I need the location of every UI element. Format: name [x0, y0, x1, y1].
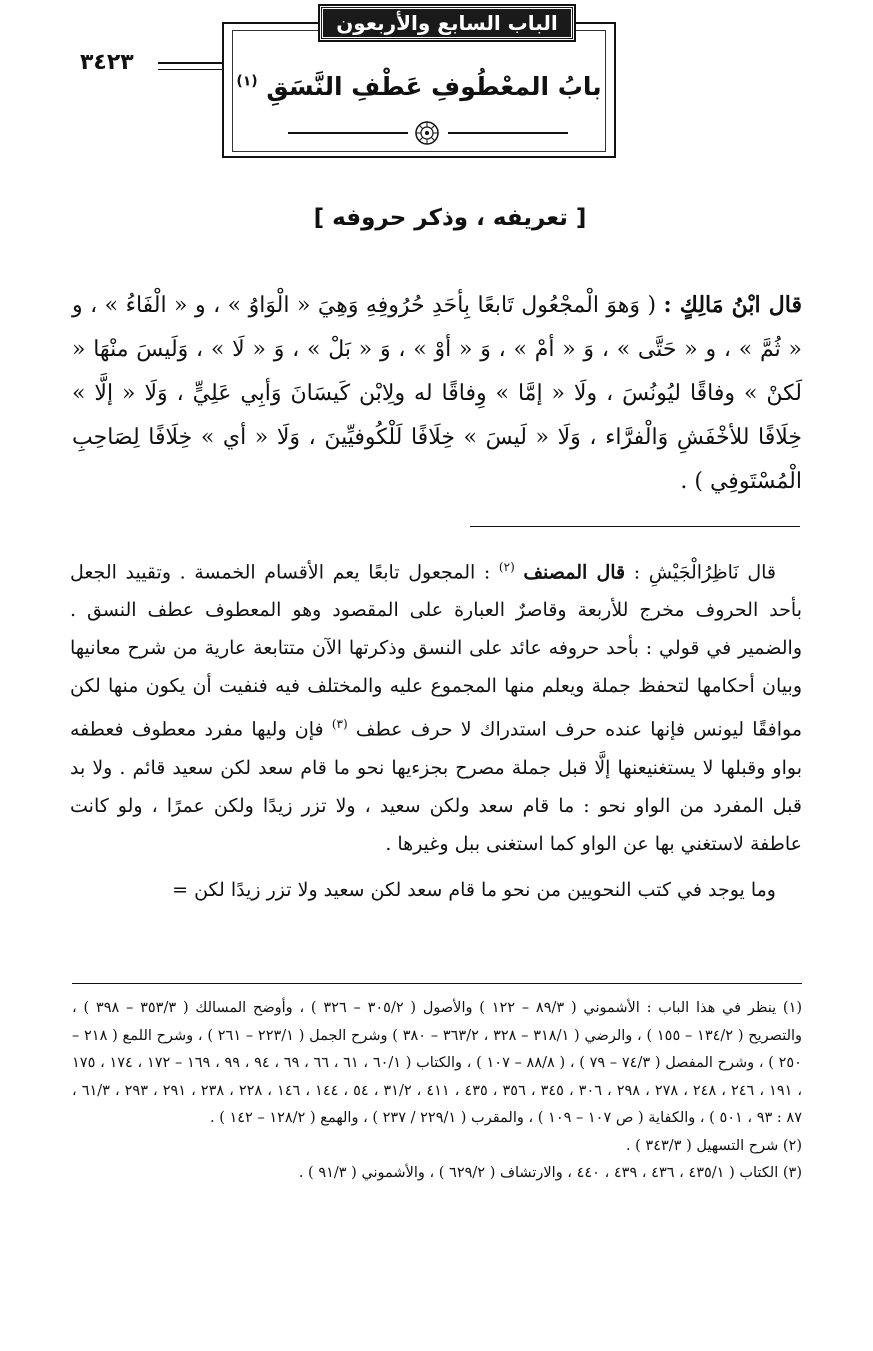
commentary-body: : المجعول تابعًا يعم الأقسام الخمسة . وتقييد الجعل بأحد الحروف مخرج للأربعة وقاصرٌ العبارة على المقصود وهو المعطوف عطف النسق . والضمير في قولي : بأحد حروفه عائد على النسق وذكرتها الآن متتابعة عارية من شرح معانيها وبيان أحكامها لتحفظ جملة ويعلم منها المجموع عليه والمختلف فيه فنفيت أن يكون منها لكن موافقًا ليونس فإنها عنده حرف استدراك لا حرف عطف — [70, 561, 802, 741]
commentary-paragraph: وما يوجد في كتب النحويين من نحو ما قام سعد لكن سعيد ولا تزر زيدًا لكن = — [172, 878, 776, 901]
commentary-paragraph — [70, 548, 802, 863]
footnotes — [72, 995, 802, 1188]
ornament-line — [448, 132, 568, 134]
chapter-title-text: بابُ المعْطُوفِ عَطْفِ النَّسَقِ — [266, 72, 602, 101]
page-number: ٣٤٢٣ — [80, 50, 134, 75]
footnote-divider — [72, 983, 802, 984]
rosette-ornament-icon — [414, 120, 440, 146]
section-divider — [470, 526, 800, 527]
matn-body: ( وَهوَ الْمجْعُول تَابعًا بِأحَدِ حُرُوفِهِ وَهِيَ « الْوَاوُ » ، و « الْفَاءُ » ، و « ثُمَّ » ، و « حَتَّى » ، وَ « أمْ » ، وَ « أوْ » ، وَ « بَلْ » ، وَ « لَا » ، وَلَيسَ منْهَا « لَكنْ » وفاقًا ليُونُسَ ، ولَا « إمَّا » وِفاقًا له ولِابْن كَيسَانَ وَأبِي عَلِيٍّ ، وَلَا « إلَّا » خِلَافًا للأخْفَشِ وَالْفرَّاء ، وَلَا « لَيسَ » خِلَافًا لَلْكُوفيِّينَ ، وَلَا « أي » خِلَافًا لِصَاحِبِ الْمُسْتَوفِي ) . — [72, 293, 802, 494]
chapter-tab: الباب السابع والأربعون — [320, 6, 574, 40]
ornament-line — [288, 132, 408, 134]
footnote: (٢) شرح التسهيل ( ٣٤٣/٣ ) . — [625, 1137, 802, 1154]
footnote: (١) ينظر في هذا الباب : الأشموني ( ٨٩/٣ – ١٢٢ ) والأصول ( ٣٠٥/٢ – ٣٢٦ ) ، وأوضح المسالك ( ٣٥٣/٣ – ٣٩٨ ) ، والتصريح ( ١٣٤/٢ – ١٥٥ ) ، والرضي ( ٣١٨/١ – ٣٢٨ ، ٣٦٣/٢ – ٣٨٠ ) وشرح الجمل ( ٢٢٣/١ – ٢٦١ ) ، وشرح اللمع ( ٢١٨ – ٢٥٠ ) ، وشرح المفصل ( ٧٤/٣ – ٧٩ ) ، ( ٨٨/٨ – ١٠٧ ) ، والكتاب ( ٦٠/١ ، ٦١ ، ٦٦ ، ٦٩ ، ٩٤ ، ٩٩ ، ١٦٩ – ١٧٢ ، ١٧٤ ، ١٧٥ ، ١٩١ ، ٢٤٦ ، ٢٤٨ ، ٢٧٨ ، ٢٩٨ ، ٣٠٦ ، ٣٤٥ ، ٣٥٦ ، ٤٣٥ ، ٤١١ ، ٣١/٢ ، ٥٤ ، ١٤٤ ، ١٤٦ ، ٢٢٨ ، ٢٣٨ ، ٢٩١ ، ٢٩٣ ، ٦١/٣ ، ٨٧ : ٩٣ ، ٥٠١ ) ، والكفاية ( ص ١٠٧ – ١٠٩ ) ، والمقرب ( ٢٢٩/١ / ٢٣٧ ) ، والهمع ( ١٢٨/٢ – ١٤٢ ) . — [72, 1000, 803, 1126]
matn-text — [72, 283, 802, 504]
chapter-title — [232, 72, 606, 101]
footnote: (٣) الكتاب ( ٤٣٥/١ ، ٤٣٦ ، ٤٣٩ ، ٤٤٠ ، والارتشاف ( ٦٢٩/٢ ) ، والأشموني ( ٩١/٣ ) . — [298, 1165, 802, 1181]
header-rule — [158, 62, 222, 64]
commentary-text — [70, 548, 802, 909]
footnote-ref: (٢) — [498, 560, 515, 574]
header-rule — [158, 69, 222, 70]
matn-paragraph — [72, 283, 802, 504]
author-label: قال المصنف — [523, 561, 626, 584]
commentator-name: قال نَاظِرُالْجَيْشِ : — [633, 561, 776, 584]
footnote-ref: (١) — [236, 73, 258, 90]
footnote-ref: (٣) — [331, 717, 348, 732]
author-name: قال ابْنُ مَالِكٍ : — [663, 292, 802, 318]
section-heading: [ تعريفه ، وذكر حروفه ] — [313, 205, 587, 231]
commentary-body: فإن وليها مفرد معطوف فعطفه بواو وقبلها لا يستغنيعنها إلَّا قبل جملة مصرح بجزءيها نحو ما قام سعد لكن سعيد قائم . ولا بد قبل المفرد من الواو نحو : ما قام سعد ولكن سعيد ، ولا تزر زيدًا ولكن عمرًا ، ولو كانت عاطفة لاستغني بها عن الواو كما استغنى ببل وغيرها . — [70, 718, 802, 855]
